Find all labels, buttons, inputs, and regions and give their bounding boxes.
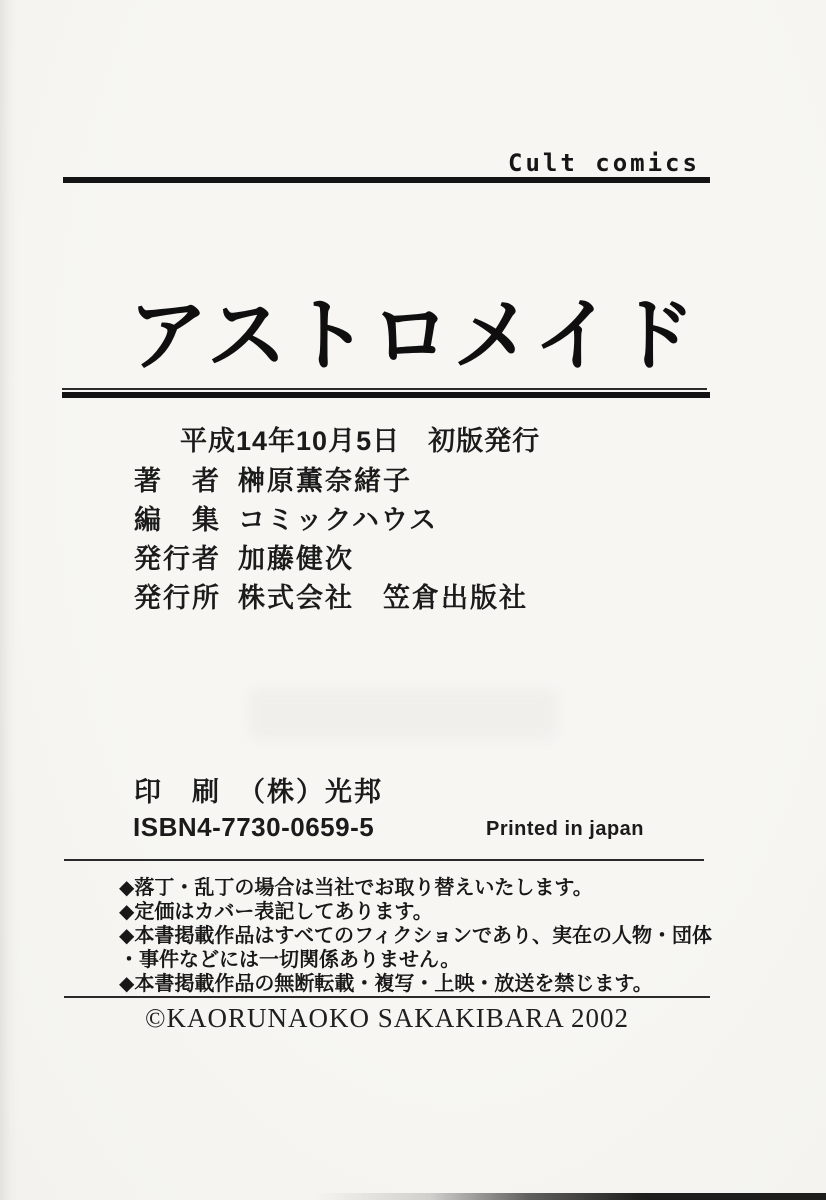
note-no-reproduction: ◆本書掲載作品の無断転載・複写・上映・放送を禁じます。 (119, 973, 653, 995)
note-replacement-policy: ◆落丁・乱丁の場合は当社でお取り替えいたします。 (119, 877, 593, 899)
colophon-row-publisher-person (134, 537, 354, 576)
publisher-person-value: 加藤健次 (238, 544, 354, 574)
book-title: アストロメイド (128, 293, 698, 381)
colophon-row-publishing-house (134, 576, 528, 615)
colophon-row-printer (134, 770, 383, 809)
scan-bottom-edge-shadow (0, 1193, 826, 1200)
author-label: 著 者 (134, 466, 221, 496)
edition-date-line: 平成14年10月5日 初版発行 (180, 426, 541, 456)
copyright-notice: ©KAORUNAOKO SAKAKIBARA 2002 (144, 1003, 630, 1033)
header-rule (63, 177, 710, 183)
series-label: Cult comics (508, 149, 700, 177)
publishing-house-label: 発行所 (134, 583, 221, 613)
title-underline-thin (62, 388, 707, 390)
publisher-person-label: 発行者 (134, 544, 221, 574)
notes-bottom-rule (64, 996, 710, 998)
note-fiction-disclaimer-line2: ・事件などには一切関係ありません。 (119, 949, 461, 971)
printer-label: 印 刷 (134, 777, 221, 807)
author-value: 榊原薫奈緒子 (238, 466, 412, 496)
colophon-row-author (134, 459, 412, 498)
printer-value: （株）光邦 (238, 777, 383, 807)
note-fiction-disclaimer-line1: ◆本書掲載作品はすべてのフィクションであり、実在の人物・団体 (119, 925, 712, 947)
paper-left-edge-shading (0, 0, 18, 1200)
editor-label: 編 集 (134, 505, 221, 535)
printed-in-label: Printed in japan (486, 818, 645, 840)
colophon-row-editor (134, 498, 438, 537)
isbn-number: ISBN4-7730-0659-5 (133, 812, 375, 842)
note-price-on-cover: ◆定価はカバー表記してあります。 (119, 901, 433, 923)
editor-value: コミックハウス (238, 505, 439, 535)
publishing-house-value: 株式会社 笠倉出版社 (238, 583, 528, 613)
notes-top-rule (64, 859, 704, 861)
title-underline-thick (62, 392, 710, 398)
ink-bleedthrough-smudge (248, 688, 558, 740)
